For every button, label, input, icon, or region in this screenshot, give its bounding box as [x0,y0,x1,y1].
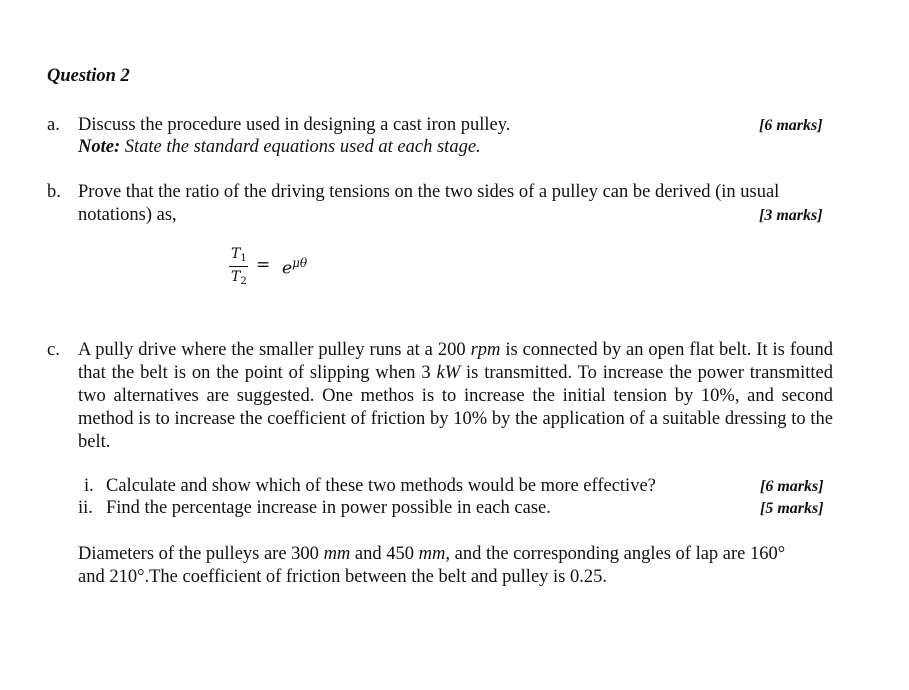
diameters-line-2: and 210°.The coefficient of friction between the belt and pulley is 0.25. [78,567,608,587]
part-c-paragraph: A pully drive where the smaller pulley runs at a 200 rpm is connected by an open flat belt. It is found that the belt is on the point of slipping when 3 kW is transmitted. To increase the power transmitted two alternatives are suggested. One methos is to increase the initial tension by 10%, and second method is to increase the coefficient of friction by 10% by the application of a suitable dressing to the belt. [78,340,834,452]
sub-i-question: Calculate and show which of these two methods would be more effective? [106,476,656,496]
part-c-label: c. [47,340,60,360]
part-b-line-2: notations) as, [78,205,177,225]
part-b-line-1: Prove that the ratio of the driving tensions on the two sides of a pulley can be derived (in usual [78,182,780,202]
fraction-denominator: $T_2$ [231,269,247,287]
part-b-marks: [3 marks] [759,207,823,224]
question-title: Question 2 [47,66,130,86]
equals-sign: = [256,255,271,275]
part-b-label: b. [47,182,61,202]
note-text: State the standard equations used at each stage. [120,137,481,157]
fraction-bar [229,266,248,267]
sub-i-marks: [6 marks] [760,478,824,495]
exponential-term: $e^{\mu\theta}$ [282,256,308,279]
fraction [229,246,251,292]
sub-ii-label: ii. [78,498,93,518]
sub-i-label: i. [84,476,94,496]
part-a-marks: [6 marks] [759,117,823,134]
diameters-line-1: Diameters of the pulleys are 300 mm and 450 mm, and the corresponding angles of lap are 160° [78,544,786,564]
part-a-label: a. [47,115,60,135]
fraction-numerator: $T_1$ [231,246,247,264]
sub-ii-marks: [5 marks] [760,500,824,517]
note-label: Note: [78,137,121,157]
part-a-question: Discuss the procedure used in designing a cast iron pulley. [78,115,511,135]
part-a-note [78,136,481,159]
sub-ii-question: Find the percentage increase in power possible in each case. [106,498,551,518]
